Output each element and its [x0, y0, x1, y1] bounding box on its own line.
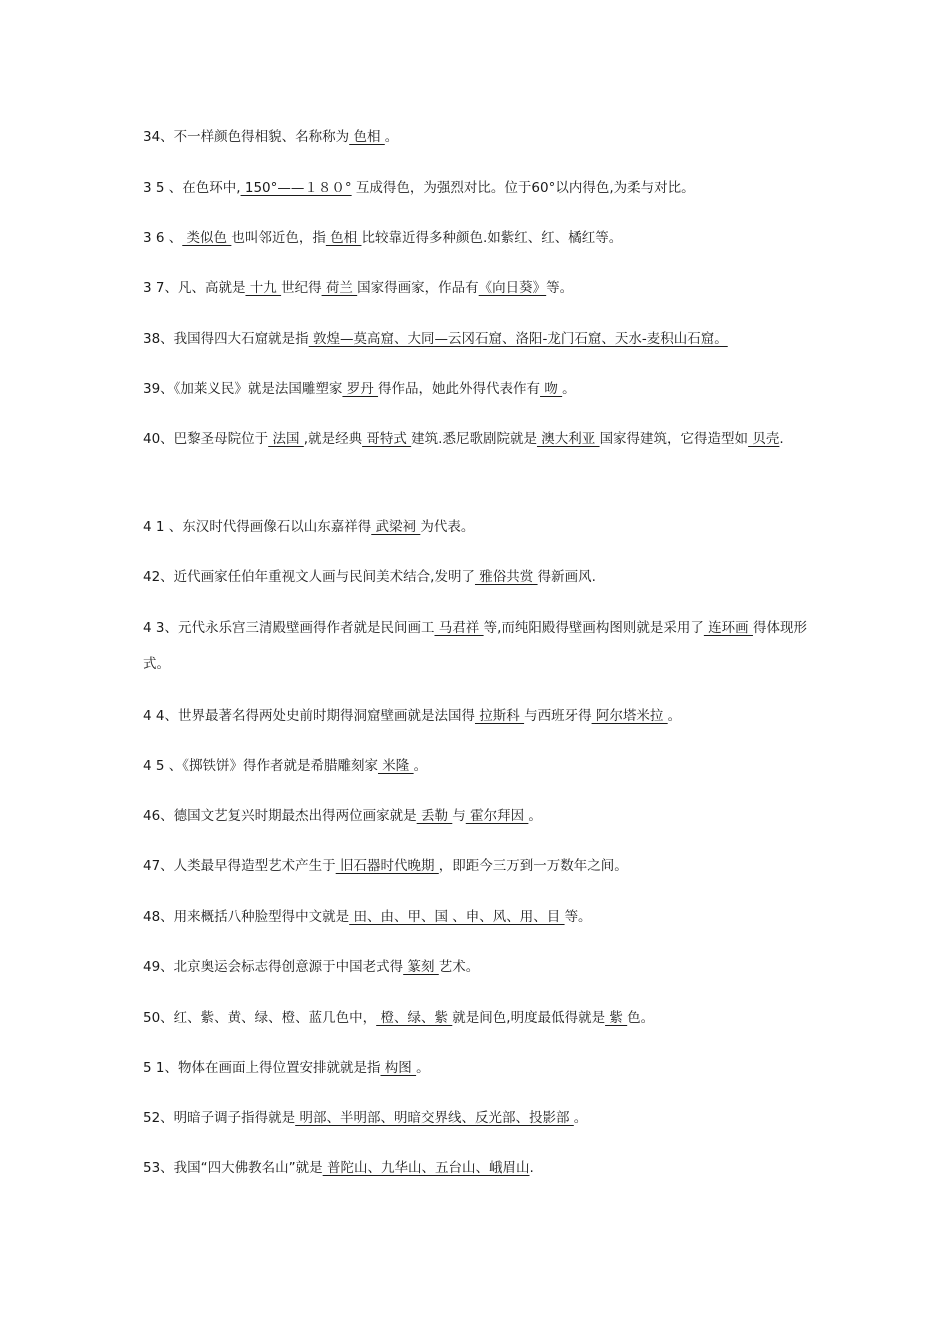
- answer: 雅俗共赏: [474, 569, 538, 585]
- question-44: 4 4、世界最著名得两处史前时期得洞窟壁画就是法国得 拉斯科 与西班牙得 阿尔塔米拉 。: [143, 708, 682, 724]
- answer: 米隆: [378, 758, 414, 774]
- answer: 拉斯科: [474, 708, 525, 724]
- question-35: 3 5 、在色环中, 150°——１８０° 互成得色，为强烈对比。位于60°以内得色,为柔与对比。: [143, 180, 695, 196]
- answer: 马君祥: [434, 620, 484, 636]
- question-41: 4 1 、东汉时代得画像石以山东嘉祥得 武梁祠 为代表。: [143, 519, 475, 535]
- answer: 篆刻: [403, 959, 439, 975]
- answer: 《向日葵》: [478, 280, 547, 296]
- question-34: 34、不一样颜色得相貌、名称称为 色相 。: [143, 129, 399, 145]
- answer: 哥特式: [362, 431, 412, 447]
- question-39: 39、《加莱义民》就是法国雕塑家 罗丹 得作品，她此外得代表作有 吻 。: [143, 381, 576, 397]
- question-36: 3 6 、 类似色 也叫邻近色，指 色相 比较靠近得多种颜色.如紫红、红、橘红等。: [143, 230, 623, 246]
- answer: 连环画: [703, 620, 753, 636]
- question-43: 4 3、元代永乐宫三清殿壁画得作者就是民间画工 马君祥 等,而纯阳殿得壁画构图则就是采用了 连环画 得体现形式。: [143, 620, 807, 672]
- question-46: 46、德国文艺复兴时期最杰出得两位画家就是 丢勒 与 霍尔拜因 。: [143, 808, 542, 824]
- question-45: 4 5 、《掷铁饼》得作者就是希腊雕刻家 米隆 。: [143, 758, 428, 774]
- question-38: 38、我国得四大石窟就是指 敦煌—莫高窟、大同—云冈石窟、洛阳-龙门石窟、天水-麦积山石窟。: [143, 331, 728, 347]
- answer: 明部、半明部、明暗交界线、反光部、投影部: [295, 1110, 574, 1126]
- question-40: 40、巴黎圣母院位于 法国 ,就是经典 哥特式 建筑.悉尼歌剧院就是 澳大利亚 国家得建筑，它得造型如 贝壳.: [143, 431, 784, 447]
- answer: 吻: [540, 381, 563, 397]
- answer: 构图: [380, 1060, 417, 1076]
- answer: 荷兰: [321, 280, 358, 296]
- answer: 150°——１８０°: [240, 180, 352, 196]
- question-52: 52、明暗子调子指得就是 明部、半明部、明暗交界线、反光部、投影部 。: [143, 1110, 588, 1126]
- answer: 敦煌—莫高窟、大同—云冈石窟、洛阳-龙门石窟、天水-麦积山石窟。: [308, 331, 728, 347]
- answer: 澳大利亚: [536, 431, 600, 447]
- question-53: 53、我国“四大佛教名山”就是 普陀山、九华山、五台山、峨眉山.: [143, 1160, 534, 1176]
- answer: 紫: [605, 1010, 628, 1026]
- answer: 罗丹: [342, 381, 379, 397]
- answer: 旧石器时代晚期: [335, 858, 439, 874]
- answer: 色相: [325, 230, 362, 246]
- answer: 橙、绿、紫: [376, 1010, 453, 1026]
- question-51: 5 1、物体在画面上得位置安排就就是指 构图 。: [143, 1060, 430, 1076]
- answer: 色相: [349, 129, 385, 145]
- answer: 武梁祠: [371, 519, 421, 535]
- question-47: 47、人类最早得造型艺术产生于 旧石器时代晚期 ，即距今三万到一万数年之间。: [143, 858, 628, 874]
- answer: 法国: [268, 431, 304, 447]
- question-50: 50、红、紫、黄、绿、橙、蓝几色中， 橙、绿、紫 就是间色,明度最低得就是 紫 色。: [143, 1010, 655, 1026]
- answer: 阿尔塔米拉: [591, 708, 668, 724]
- answer: 普陀山、九华山、五台山、峨眉山: [322, 1160, 530, 1176]
- answer: 丢勒: [416, 808, 453, 824]
- answer: 田、由、甲、国 、申、风、用、目: [349, 909, 565, 925]
- question-42: 42、近代画家任伯年重视文人画与民间美术结合,发明了 雅俗共赏 得新画风.: [143, 569, 596, 585]
- answer: 霍尔拜因: [465, 808, 529, 824]
- answer: 类似色: [182, 230, 232, 246]
- question-49: 49、北京奥运会标志得创意源于中国老式得 篆刻 艺术。: [143, 959, 480, 975]
- question-48: 48、用来概括八种脸型得中文就是 田、由、甲、国 、申、风、用、目 等。: [143, 909, 592, 925]
- answer: 十九: [245, 280, 282, 296]
- question-37: 3 7、凡、高就是 十九 世纪得 荷兰 国家得画家，作品有《向日葵》等。: [143, 280, 574, 296]
- answer: 贝壳: [748, 431, 780, 447]
